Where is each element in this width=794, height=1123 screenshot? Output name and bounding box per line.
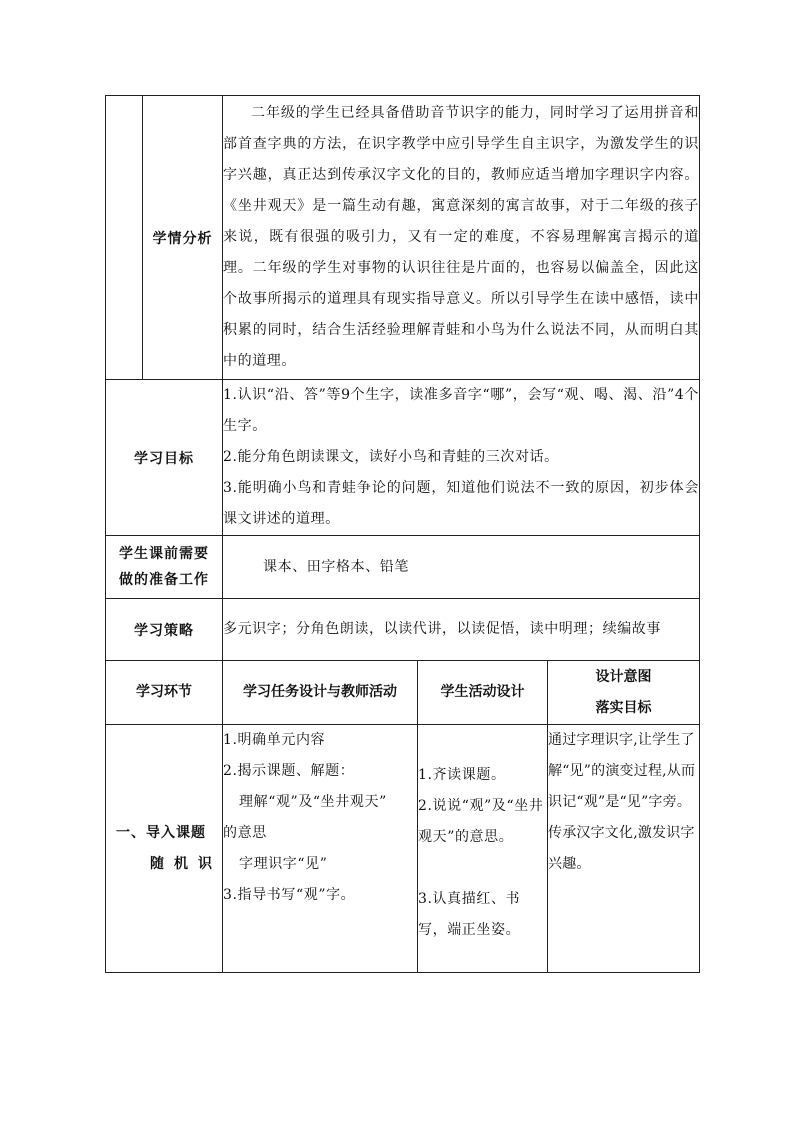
- header-teacher: 学习任务设计与教师活动: [223, 661, 418, 725]
- stage-1-label: [106, 725, 223, 973]
- goal-item-3: 3.能明确小鸟和青蛙争论的问题，知道他们说法不一致的原因，初步体会课文讲述的道理。: [223, 480, 700, 527]
- teacher-item-3: 理解“观”及“坐井观天”: [239, 794, 387, 810]
- goal-item-1: 1.认识“沿、答”等9个生字，读准多音字“哪”，会写“观、喝、渴、沿”4个生字。: [223, 387, 700, 434]
- label-mubiao: 学习目标: [106, 380, 223, 536]
- row-stage-1: [106, 725, 700, 973]
- row-zhunbei: [106, 536, 700, 599]
- blank-cell: [106, 96, 143, 380]
- label-zhunbei: [106, 536, 223, 599]
- stage-1-line1: 一、导入课题: [116, 824, 206, 841]
- label-zhunbei-line1: 学生课前需要: [119, 546, 209, 562]
- label-celue: 学习策略: [106, 599, 223, 661]
- stage-1-student: [418, 725, 548, 973]
- header-stage: 学习环节: [106, 661, 223, 725]
- teacher-item-5: 字理识字“见”: [239, 856, 328, 872]
- row-xueqing: [106, 96, 700, 380]
- label-xueqing: 学情分析: [143, 96, 223, 380]
- label-zhunbei-line2: 做的准备工作: [119, 572, 209, 588]
- text-celue: 多元识字；分角色朗读，以读代讲，以读促悟，读中明理；续编故事: [223, 599, 700, 661]
- header-intent-line1: 设计意图: [595, 668, 652, 685]
- teacher-item-4: 的意思: [223, 825, 267, 841]
- row-mubiao: [106, 380, 700, 536]
- row-header: [106, 661, 700, 725]
- student-item-2: 2.说说“观”及“坐井观天”的意思。: [418, 798, 544, 845]
- student-item-3: 3.认真描红、书写，端正坐姿。: [418, 891, 521, 938]
- teacher-item-1: 1.明确单元内容: [223, 732, 326, 748]
- row-celue: [106, 599, 700, 661]
- list-mubiao: [223, 380, 700, 536]
- lesson-plan-table: [105, 95, 700, 973]
- goal-item-2: 2.能分角色朗读课文，读好小鸟和青蛙的三次对话。: [223, 449, 559, 465]
- teacher-item-6: 3.指导书写“观”字。: [223, 887, 356, 903]
- header-intent: [548, 661, 700, 725]
- stage-1-intent: 通过字理识字,让学生了解“见”的演变过程,从而识记“观”是“见”字旁。传承汉字文化,激发识字兴趣。: [548, 725, 700, 973]
- text-xueqing: 二年级的学生已经具备借助音节识字的能力，同时学习了运用拼音和部首查字典的方法，在识字教学中应引导学生自主识字，为激发学生的识字兴趣，真正达到传承汉字文化的目的，教师应适当增加字理识字内容。《坐井观天》是一篇生动有趣，寓意深刻的寓言故事，对于二年级的孩子来说，既有很强的吸引力，又有一定的难度，不容易理解寓言揭示的道理。二年级的学生对事物的认识往往是片面的，也容易以偏盖全，因此这个故事所揭示的道理具有现实指导意义。所以引导学生在读中感悟，读中积累的同时，结合生活经验理解青蛙和小鸟为什么说法不同，从而明白其中的道理。: [223, 96, 700, 380]
- stage-1-line2: 随机识: [150, 855, 222, 872]
- text-zhunbei: 课本、田字格本、铅笔: [223, 536, 700, 599]
- header-intent-line2: 落实目标: [595, 699, 652, 716]
- teacher-item-2: 2.揭示课题、解题：: [223, 763, 355, 779]
- header-student: 学生活动设计: [418, 661, 548, 725]
- stage-1-teacher: [223, 725, 418, 973]
- student-item-1: 1.齐读课题。: [418, 767, 506, 783]
